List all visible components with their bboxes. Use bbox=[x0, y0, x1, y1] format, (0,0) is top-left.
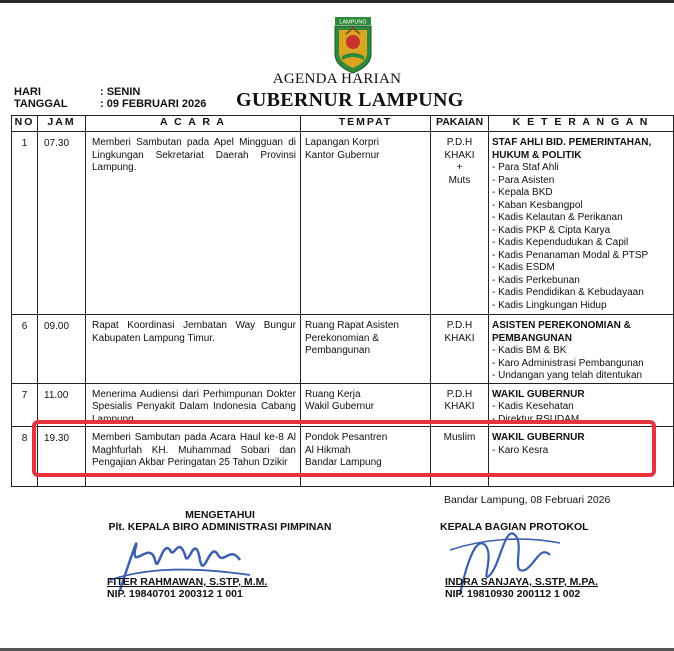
right-signatory-name: INDRA SANJAYA, S.STP, M.PA. bbox=[445, 576, 599, 588]
pakaian-line: KHAKI bbox=[444, 332, 475, 344]
right-signatory-nip: NIP. 19810930 200112 1 002 bbox=[445, 588, 581, 600]
keterangan-item: - Karo Administrasi Pembangunan bbox=[492, 357, 644, 369]
tempat-line: Ruang Kerja bbox=[305, 388, 361, 400]
row-jam: 07.30 bbox=[38, 132, 86, 315]
row-acara: Memberi Sambutan pada Acara Haul ke-8 Al Maghfurlah KH. Muhammad Sobari dan Pengajian Akbar Peringatan 25 Tahun Dzikir bbox=[86, 427, 301, 487]
tempat-line: Ruang Rapat Asisten bbox=[305, 320, 399, 331]
row-no: 1 bbox=[12, 132, 38, 315]
row-keterangan bbox=[489, 315, 674, 384]
row-acara: Memberi Sambutan pada Apel Mingguan di Lingkungan Sekretariat Daerah Provinsi Lampung. bbox=[86, 132, 301, 315]
keterangan-item: - Kadis Lingkungan Hidup bbox=[492, 299, 607, 311]
keterangan-head: WAKIL GUBERNUR bbox=[492, 388, 585, 400]
lampung-emblem-icon bbox=[330, 16, 376, 74]
pakaian-line: P.D.H bbox=[446, 388, 473, 400]
column-header-keterangan: K E T E R A N G A N bbox=[489, 116, 674, 132]
column-header-tempat: TEMPAT bbox=[301, 116, 431, 132]
row-jam: 11.00 bbox=[38, 383, 86, 427]
pakaian-line: KHAKI bbox=[444, 149, 475, 161]
column-header-jam: JAM bbox=[38, 116, 86, 132]
agenda-title: AGENDA HARIAN bbox=[272, 71, 402, 87]
svg-text:LAMPUNG: LAMPUNG bbox=[339, 19, 367, 26]
pakaian-line: Muts bbox=[448, 174, 471, 186]
right-position-label: KEPALA BAGIAN PROTOKOL bbox=[440, 521, 589, 533]
tempat-line: Lapangan Korpri bbox=[305, 137, 379, 148]
top-border bbox=[0, 0, 674, 3]
row-acara: Rapat Koordinasi Jembatan Way Bungur Kabupaten Lampung Timur. bbox=[86, 315, 301, 384]
left-signatory-nip: NIP. 19840701 200312 1 001 bbox=[107, 588, 243, 600]
row-pakaian bbox=[431, 315, 489, 384]
tempat-line: Perekonomian & bbox=[305, 332, 379, 344]
keterangan-item: - Kadis Pendidikan & Kebudayaan bbox=[492, 287, 644, 298]
mengetahui-label: MENGETAHUI bbox=[185, 509, 255, 521]
column-header-acara: A C A R A bbox=[86, 116, 301, 132]
table-header-row bbox=[12, 116, 674, 132]
keterangan-item: - Kadis Kelautan & Perikanan bbox=[492, 212, 623, 223]
row-tempat bbox=[301, 132, 431, 315]
keterangan-item: - Kaban Kesbangpol bbox=[492, 199, 583, 211]
tempat-line: Al Hikmah bbox=[305, 444, 351, 456]
row-acara: Menerima Audiensi dari Perhimpunan Dokter Spesialis Penyakit Dalam Indonesia Cabang Lampung bbox=[86, 383, 301, 427]
keterangan-item: - Kadis ESDM bbox=[492, 262, 555, 273]
pakaian-line: + bbox=[456, 162, 463, 173]
left-position-label: Plt. KEPALA BIRO ADMINISTRASI PIMPINAN bbox=[108, 521, 332, 533]
highlight-box bbox=[32, 420, 656, 477]
pakaian-line: P.D.H bbox=[446, 320, 473, 331]
column-header-no: NO bbox=[12, 116, 38, 132]
keterangan-item: - Kadis PKP & Cipta Karya bbox=[492, 224, 611, 236]
keterangan-head: STAF AHLI BID. PEMERINTAHAN, HUKUM & POLITIK bbox=[492, 137, 652, 161]
row-keterangan bbox=[489, 132, 674, 315]
row-no: 8 bbox=[12, 427, 38, 487]
row-tempat bbox=[301, 315, 431, 384]
keterangan-item: - Kepala BKD bbox=[492, 187, 553, 198]
keterangan-item: - Kadis Kesehatan bbox=[492, 401, 574, 412]
pakaian-line: Muslim bbox=[443, 432, 476, 443]
table-row bbox=[12, 315, 674, 384]
left-signatory-name: FITER RAHMAWAN, S.STP, M.M. bbox=[107, 576, 268, 588]
keterangan-item: - Kadis Kependudukan & Capil bbox=[492, 237, 629, 248]
tempat-line: Pondok Pesantren bbox=[305, 432, 388, 443]
keterangan-item: - Kadis Perkebunan bbox=[492, 274, 580, 286]
tempat-line: Bandar Lampung bbox=[305, 457, 382, 468]
hari-value: : SENIN bbox=[100, 86, 141, 98]
keterangan-item: - Kadis Penanaman Modal & PTSP bbox=[492, 249, 649, 261]
row-pakaian bbox=[431, 132, 489, 315]
keterangan-item: - Direktur RSUDAM bbox=[492, 413, 580, 425]
row-no: 6 bbox=[12, 315, 38, 384]
keterangan-item: - Kadis BM & BK bbox=[492, 345, 567, 356]
governor-title: GUBERNUR LAMPUNG bbox=[236, 89, 464, 111]
pakaian-line: KHAKI bbox=[444, 401, 475, 412]
keterangan-head: WAKIL GUBERNUR bbox=[492, 432, 585, 443]
keterangan-item: - Para Staf Ahli bbox=[492, 162, 559, 173]
column-header-pakaian: PAKAIAN bbox=[431, 116, 489, 132]
keterangan-head: ASISTEN PEREKONOMIAN & PEMBANGUNAN bbox=[492, 320, 631, 344]
tanggal-label: TANGGAL bbox=[14, 98, 68, 110]
row-no: 7 bbox=[12, 383, 38, 427]
keterangan-item: - Para Asisten bbox=[492, 174, 555, 186]
tempat-line: Wakil Gubernur bbox=[305, 401, 375, 412]
footer-date: Bandar Lampung, 08 Februari 2026 bbox=[444, 494, 611, 506]
tempat-line: Kantor Gubernur bbox=[305, 149, 380, 161]
table-row bbox=[12, 132, 674, 315]
tempat-line: Pembangunan bbox=[305, 345, 371, 356]
hari-label: HARI bbox=[14, 86, 41, 98]
keterangan-item: - Undangan yang telah ditentukan bbox=[492, 370, 643, 381]
pakaian-line: P.D.H bbox=[446, 137, 473, 148]
row-jam: 19.30 bbox=[38, 427, 86, 487]
tanggal-value: : 09 FEBRUARI 2026 bbox=[100, 98, 207, 110]
row-jam: 09.00 bbox=[38, 315, 86, 384]
keterangan-item: - Karo Kesra bbox=[492, 444, 549, 456]
